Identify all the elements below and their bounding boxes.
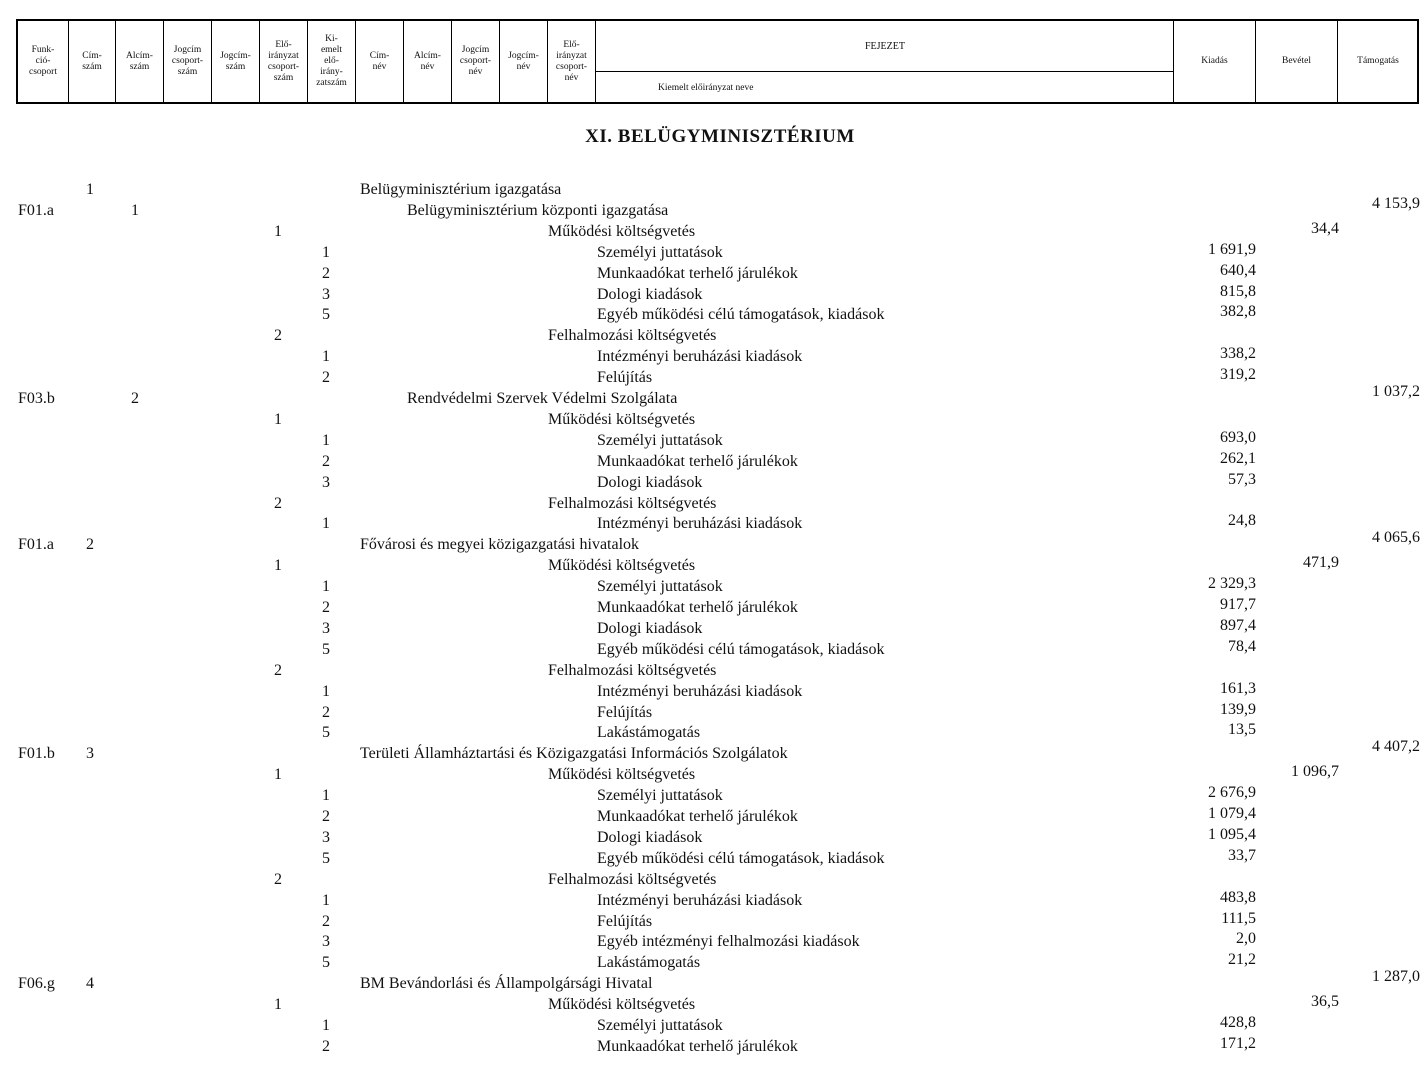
row-name: Felújítás <box>597 369 653 387</box>
fejezet-label: FEJEZET <box>865 41 905 52</box>
row-name: Működési költségvetés <box>548 996 696 1014</box>
row-name: Intézményi beruházási kiadások <box>597 348 803 366</box>
row-name: Felhalmozási költségvetés <box>548 870 717 888</box>
kiadas-value: 111,5 <box>1221 909 1256 927</box>
item-number: 1 <box>322 431 330 449</box>
row-name: Személyi juttatások <box>597 431 723 449</box>
row-name: Felhalmozási költségvetés <box>548 661 717 679</box>
row-name: Személyi juttatások <box>597 243 723 261</box>
header-col-1: Funk- ció- csoport <box>18 21 69 102</box>
item-number: 2 <box>322 703 330 721</box>
row-name: Személyi juttatások <box>597 578 723 596</box>
cim-number: 3 <box>86 745 94 763</box>
header-bevetel: Bevétel <box>1256 21 1338 102</box>
row-name: Egyéb működési célú támogatások, kiadások <box>597 306 885 324</box>
row-name: Működési költségvetés <box>548 557 696 575</box>
row-name: Intézményi beruházási kiadások <box>597 891 803 909</box>
kiadas-value: 1 079,4 <box>1208 805 1256 822</box>
kiadas-value: 2 329,3 <box>1208 575 1256 593</box>
item-number: 5 <box>322 954 330 972</box>
kiadas-value: 483,8 <box>1220 888 1256 906</box>
group-number: 1 <box>274 222 282 240</box>
item-number: 1 <box>322 1017 330 1034</box>
kiadas-value: 78,4 <box>1228 637 1256 655</box>
kiadas-value: 139,9 <box>1220 700 1256 718</box>
header-tamogatas: Támogatás <box>1357 56 1399 66</box>
group-number: 1 <box>274 766 282 784</box>
row-name: Munkaadókat terhelő járulékok <box>597 1037 798 1055</box>
function-code: F01.b <box>18 745 55 763</box>
kiemelt-label: Kiemelt előirányzat neve <box>658 83 754 93</box>
kiadas-value: 1 691,9 <box>1208 240 1256 258</box>
kiadas-value: 640,4 <box>1220 261 1256 279</box>
kiadas-value: 57,3 <box>1228 470 1256 488</box>
item-number: 1 <box>322 515 330 533</box>
header-fejezet-area <box>596 21 1174 102</box>
item-number: 3 <box>322 473 330 491</box>
cim-number: 1 <box>86 181 94 198</box>
kiadas-value: 917,7 <box>1220 596 1256 613</box>
alcim-number: 1 <box>131 201 139 219</box>
row-name: Működési költségvetés <box>548 222 696 240</box>
item-number: 2 <box>322 808 330 825</box>
row-name: Működési költségvetés <box>548 766 696 784</box>
row-name: Intézményi beruházási kiadások <box>597 515 803 533</box>
kiadas-value: 897,4 <box>1220 616 1256 634</box>
bevetel-value: 36,5 <box>1311 993 1339 1011</box>
row-name: BM Bevándorlási és Állampolgársági Hivatal <box>360 975 653 993</box>
header-col-3: Alcím- szám <box>116 21 164 102</box>
item-number: 1 <box>322 787 330 805</box>
row-name: Munkaadókat terhelő járulékok <box>597 599 798 616</box>
column-header-table <box>16 19 1419 104</box>
header-col-8: Cím- név <box>356 21 404 102</box>
row-name: Területi Államháztartási és Közigazgatási Információs Szolgálatok <box>360 745 788 763</box>
row-name: Dologi kiadások <box>597 473 703 491</box>
group-number: 1 <box>274 996 282 1014</box>
row-name: Dologi kiadások <box>597 285 703 303</box>
kiadas-value: 24,8 <box>1228 512 1256 530</box>
item-number: 1 <box>322 243 330 261</box>
row-name: Felhalmozási költségvetés <box>548 494 717 512</box>
item-number: 5 <box>322 849 330 867</box>
kiadas-value: 2,0 <box>1236 930 1256 948</box>
row-name: Személyi juttatások <box>597 1017 723 1034</box>
item-number: 2 <box>322 369 330 387</box>
kiadas-value: 1 095,4 <box>1208 825 1256 843</box>
kiadas-value: 262,1 <box>1220 449 1256 467</box>
header-col-7: Ki- emelt elő- irány- zatszám <box>308 21 356 102</box>
kiadas-value: 2 676,9 <box>1208 784 1256 802</box>
cim-number: 2 <box>86 536 94 554</box>
item-number: 2 <box>322 912 330 930</box>
tamogatas-value: 1 037,2 <box>1372 383 1420 400</box>
row-name: Egyéb működési célú támogatások, kiadások <box>597 849 885 867</box>
kiadas-value: 815,8 <box>1220 282 1256 300</box>
kiadas-value: 382,8 <box>1220 303 1256 321</box>
row-name: Munkaadókat terhelő járulékok <box>597 264 798 282</box>
item-number: 5 <box>322 724 330 742</box>
group-number: 2 <box>274 494 282 512</box>
header-col-4: Jogcím csoport- szám <box>164 21 212 102</box>
bevetel-value: 471,9 <box>1303 554 1339 572</box>
row-name: Belügyminisztérium központi igazgatása <box>407 201 669 219</box>
group-number: 2 <box>274 870 282 888</box>
row-name: Egyéb működési célú támogatások, kiadások <box>597 640 885 658</box>
item-number: 3 <box>322 619 330 637</box>
item-number: 3 <box>322 285 330 303</box>
row-name: Felújítás <box>597 912 653 930</box>
kiadas-value: 21,2 <box>1228 951 1256 969</box>
kiadas-value: 33,7 <box>1228 846 1256 864</box>
item-number: 2 <box>322 1037 330 1055</box>
item-number: 2 <box>322 452 330 470</box>
tamogatas-value: 4 407,2 <box>1372 738 1420 756</box>
item-number: 1 <box>322 578 330 596</box>
row-name: Munkaadókat terhelő járulékok <box>597 452 798 470</box>
row-name: Egyéb intézményi felhalmozási kiadások <box>597 933 860 951</box>
header-col-6: Elő- irányzat csoport- szám <box>260 21 308 102</box>
item-number: 5 <box>322 640 330 658</box>
tamogatas-value: 1 287,0 <box>1372 968 1420 986</box>
row-name: Felhalmozási költségvetés <box>548 327 717 345</box>
item-number: 1 <box>322 682 330 700</box>
item-number: 1 <box>322 348 330 366</box>
group-number: 1 <box>274 557 282 575</box>
bevetel-value: 1 096,7 <box>1291 763 1339 781</box>
header-col-5: Jogcím- szám <box>212 21 260 102</box>
group-number: 2 <box>274 327 282 345</box>
header-col-12: Elő- irányzat csoport- név <box>548 21 596 102</box>
kiadas-value: 171,2 <box>1220 1034 1256 1052</box>
alcim-number: 2 <box>131 390 139 407</box>
header-col-9: Alcím- név <box>404 21 452 102</box>
header-col-10: Jogcím csoport- név <box>452 21 500 102</box>
item-number: 2 <box>322 599 330 616</box>
row-name: Lakástámogatás <box>597 724 701 742</box>
row-name: Fővárosi és megyei közigazgatási hivatalok <box>360 536 640 554</box>
group-number: 1 <box>274 410 282 428</box>
function-code: F01.a <box>18 536 54 554</box>
cim-number: 4 <box>86 975 94 993</box>
row-name: Működési költségvetés <box>548 410 696 428</box>
row-name: Rendvédelmi Szervek Védelmi Szolgálata <box>407 390 678 407</box>
row-name: Lakástámogatás <box>597 954 701 972</box>
item-number: 1 <box>322 891 330 909</box>
row-name: Intézményi beruházási kiadások <box>597 682 803 700</box>
kiadas-value: 428,8 <box>1220 1014 1256 1031</box>
bevetel-value: 34,4 <box>1311 219 1339 237</box>
row-name: Belügyminisztérium igazgatása <box>360 181 562 198</box>
item-number: 2 <box>322 264 330 282</box>
kiadas-value: 693,0 <box>1220 428 1256 446</box>
row-name: Munkaadókat terhelő járulékok <box>597 808 798 825</box>
function-code: F06.g <box>18 975 55 993</box>
header-col-11: Jogcím- név <box>500 21 548 102</box>
kiadas-value: 338,2 <box>1220 345 1256 363</box>
row-name: Dologi kiadások <box>597 619 703 637</box>
tamogatas-value: 4 153,9 <box>1372 194 1420 212</box>
row-name: Személyi juttatások <box>597 787 723 805</box>
header-col-2: Cím- szám <box>69 21 116 102</box>
tamogatas-value: 4 065,6 <box>1372 529 1420 547</box>
kiadas-value: 319,2 <box>1220 366 1256 384</box>
function-code: F03.b <box>18 390 55 407</box>
page-title: XI. BELÜGYMINISZTÉRIUM <box>585 126 855 147</box>
function-code: F01.a <box>18 201 54 219</box>
kiadas-value: 13,5 <box>1228 721 1256 739</box>
item-number: 3 <box>322 828 330 846</box>
item-number: 5 <box>322 306 330 324</box>
group-number: 2 <box>274 661 282 679</box>
row-name: Dologi kiadások <box>597 828 703 846</box>
item-number: 3 <box>322 933 330 951</box>
kiadas-value: 161,3 <box>1220 679 1256 697</box>
header-kiadas: Kiadás <box>1174 21 1256 102</box>
row-name: Felújítás <box>597 703 653 721</box>
